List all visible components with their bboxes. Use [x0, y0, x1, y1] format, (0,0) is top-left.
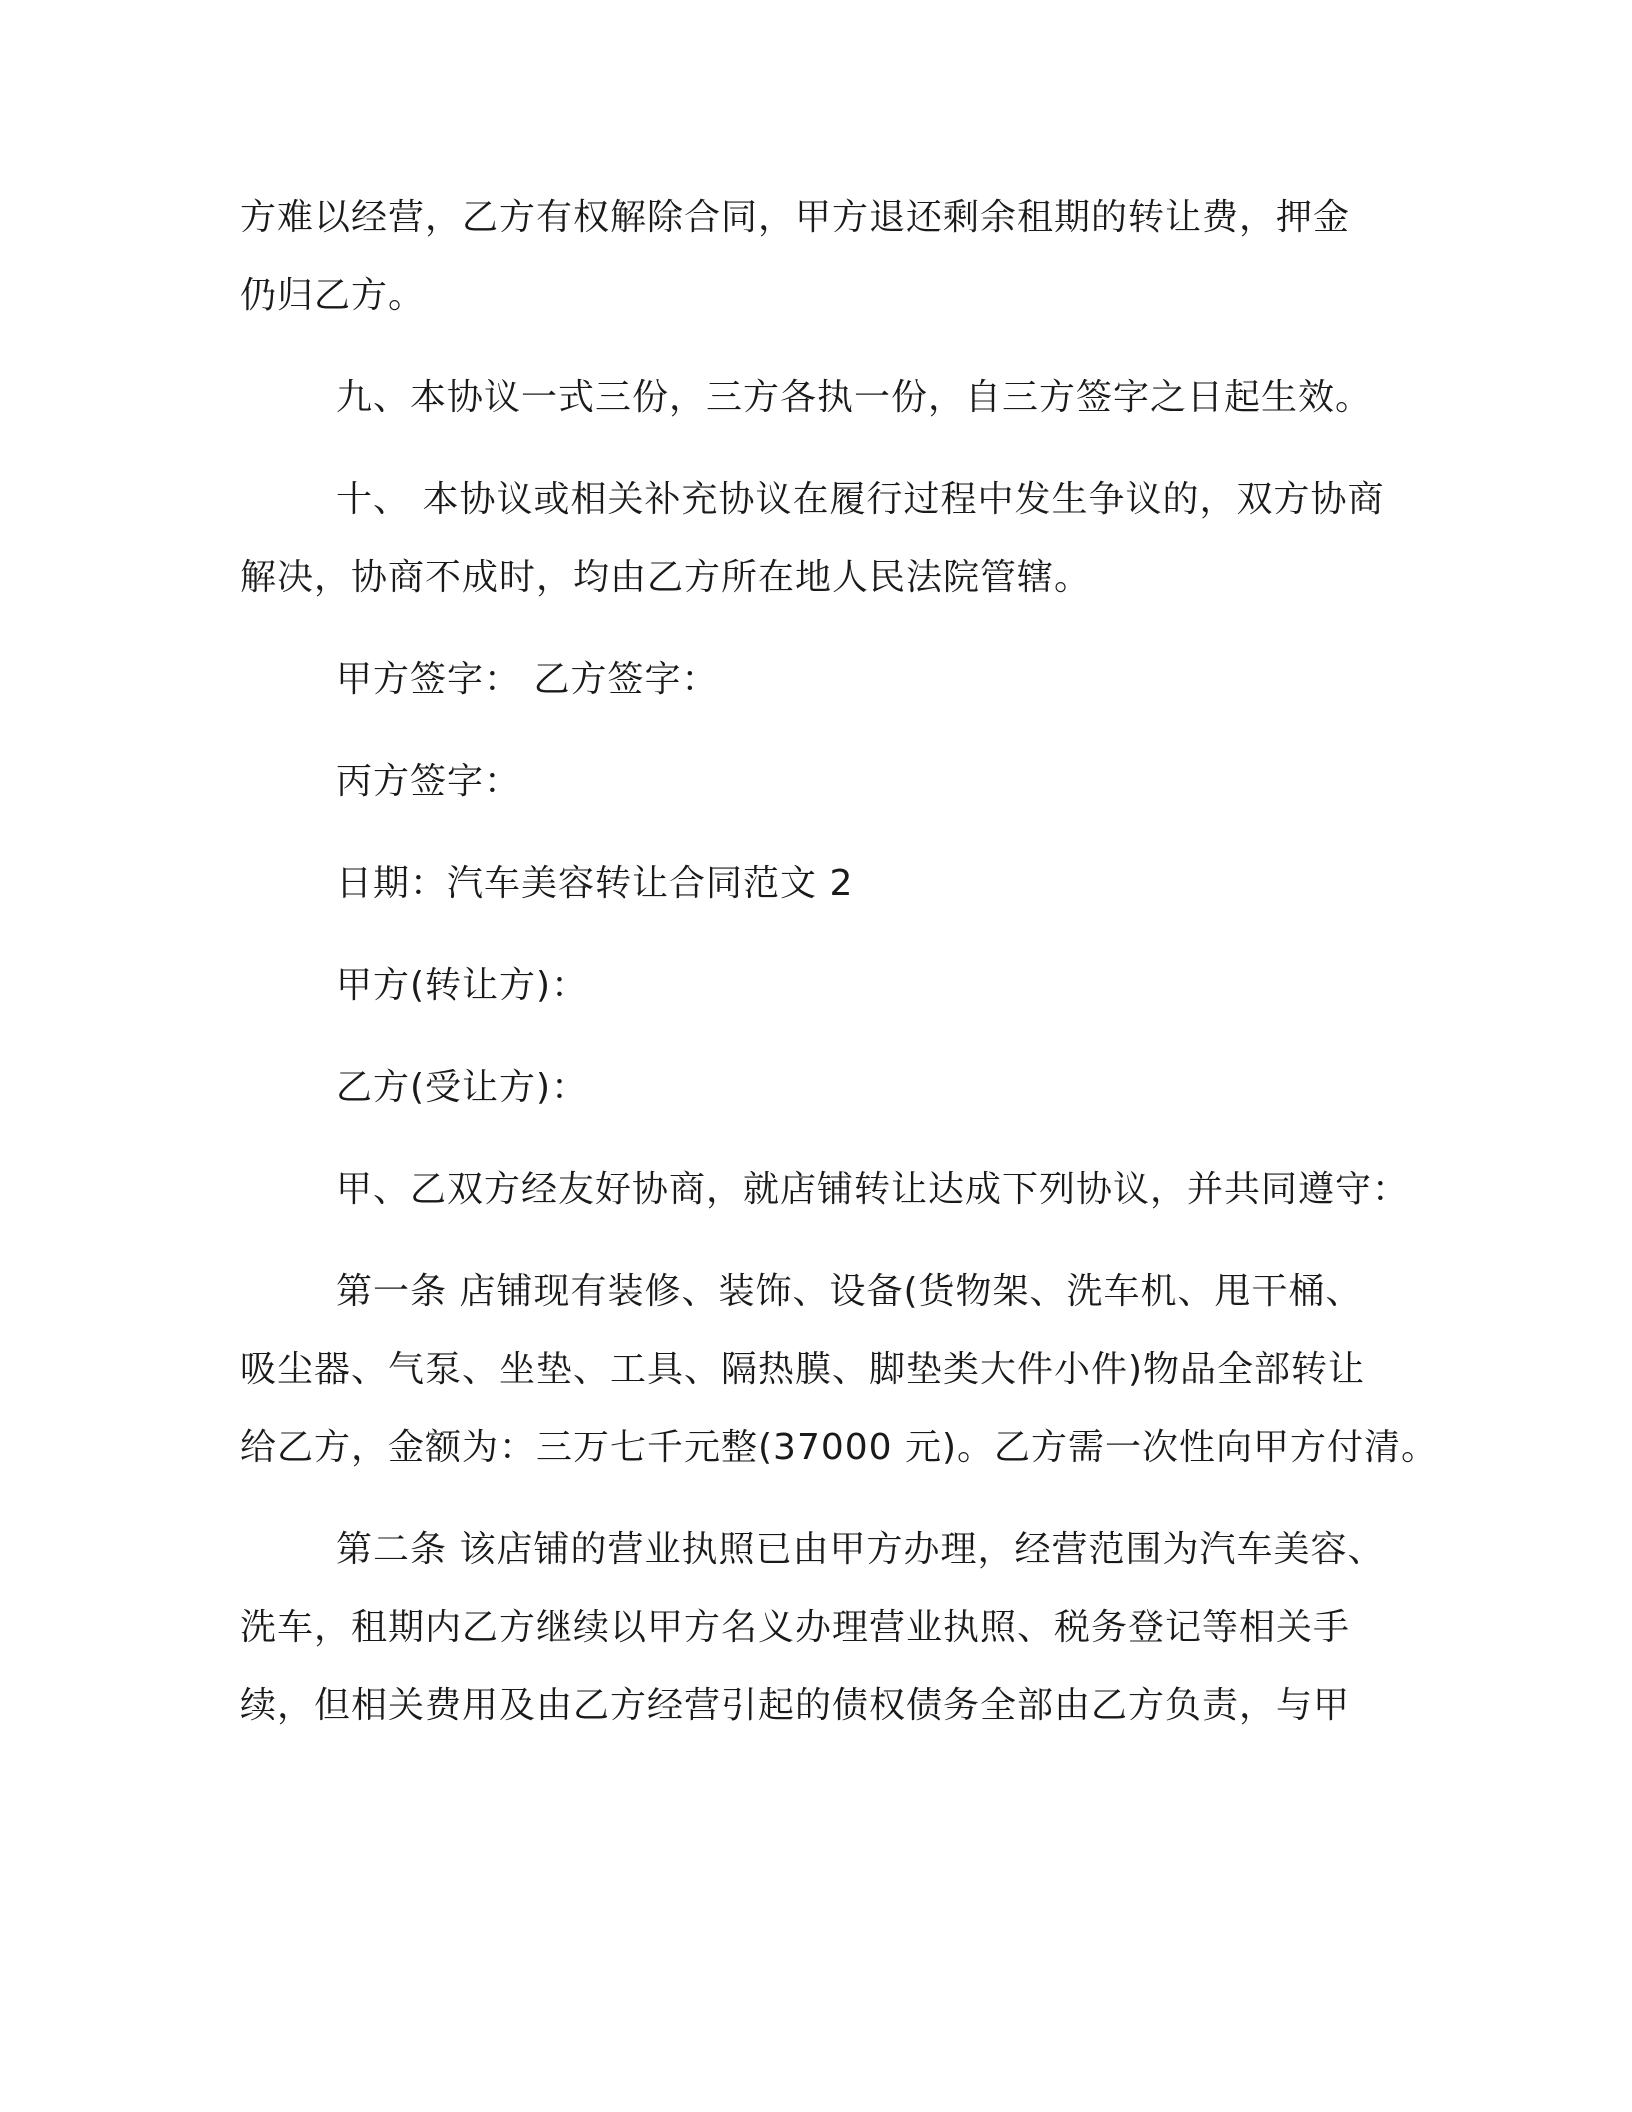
signature-party-c: 丙方签字：	[336, 761, 522, 802]
clause-nine: 九、本协议一式三份，三方各执一份，自三方签字之日起生效。	[336, 377, 1373, 418]
signature-party-a-b: 甲方签字： 乙方签字：	[336, 659, 719, 700]
clause-ten: 十、 本协议或相关补充协议在履行过程中发生争议的，双方协商	[336, 479, 1385, 520]
party-a-transferor: 甲方(转让方)：	[336, 965, 589, 1006]
text-line: 方难以经营，乙方有权解除合同，甲方退还剩余租期的转让费，押金	[240, 197, 1351, 238]
text-line: 仍归乙方。	[240, 275, 426, 316]
text-line: 续，但相关费用及由乙方经营引起的债权债务全部由乙方负责，与甲	[240, 1685, 1351, 1726]
text-line: 解决，协商不成时，均由乙方所在地人民法院管辖。	[240, 557, 1092, 598]
text-line: 给乙方，金额为：三万七千元整(37000 元)。乙方需一次性向甲方付清。	[240, 1427, 1439, 1468]
article-two: 第二条 该店铺的营业执照已由甲方办理，经营范围为汽车美容、	[336, 1529, 1385, 1570]
party-b-transferee: 乙方(受让方)：	[336, 1067, 589, 1108]
agreement-intro: 甲、乙双方经友好协商，就店铺转让达成下列协议，并共同遵守：	[336, 1169, 1410, 1210]
date-and-title: 日期：汽车美容转让合同范文 2	[336, 863, 854, 904]
text-line: 洗车，租期内乙方继续以甲方名义办理营业执照、税务登记等相关手	[240, 1607, 1351, 1648]
text-line: 吸尘器、气泵、坐垫、工具、隔热膜、脚垫类大件小件)物品全部转让	[240, 1349, 1366, 1390]
article-one: 第一条 店铺现有装修、装饰、设备(货物架、洗车机、甩干桶、	[336, 1271, 1363, 1312]
